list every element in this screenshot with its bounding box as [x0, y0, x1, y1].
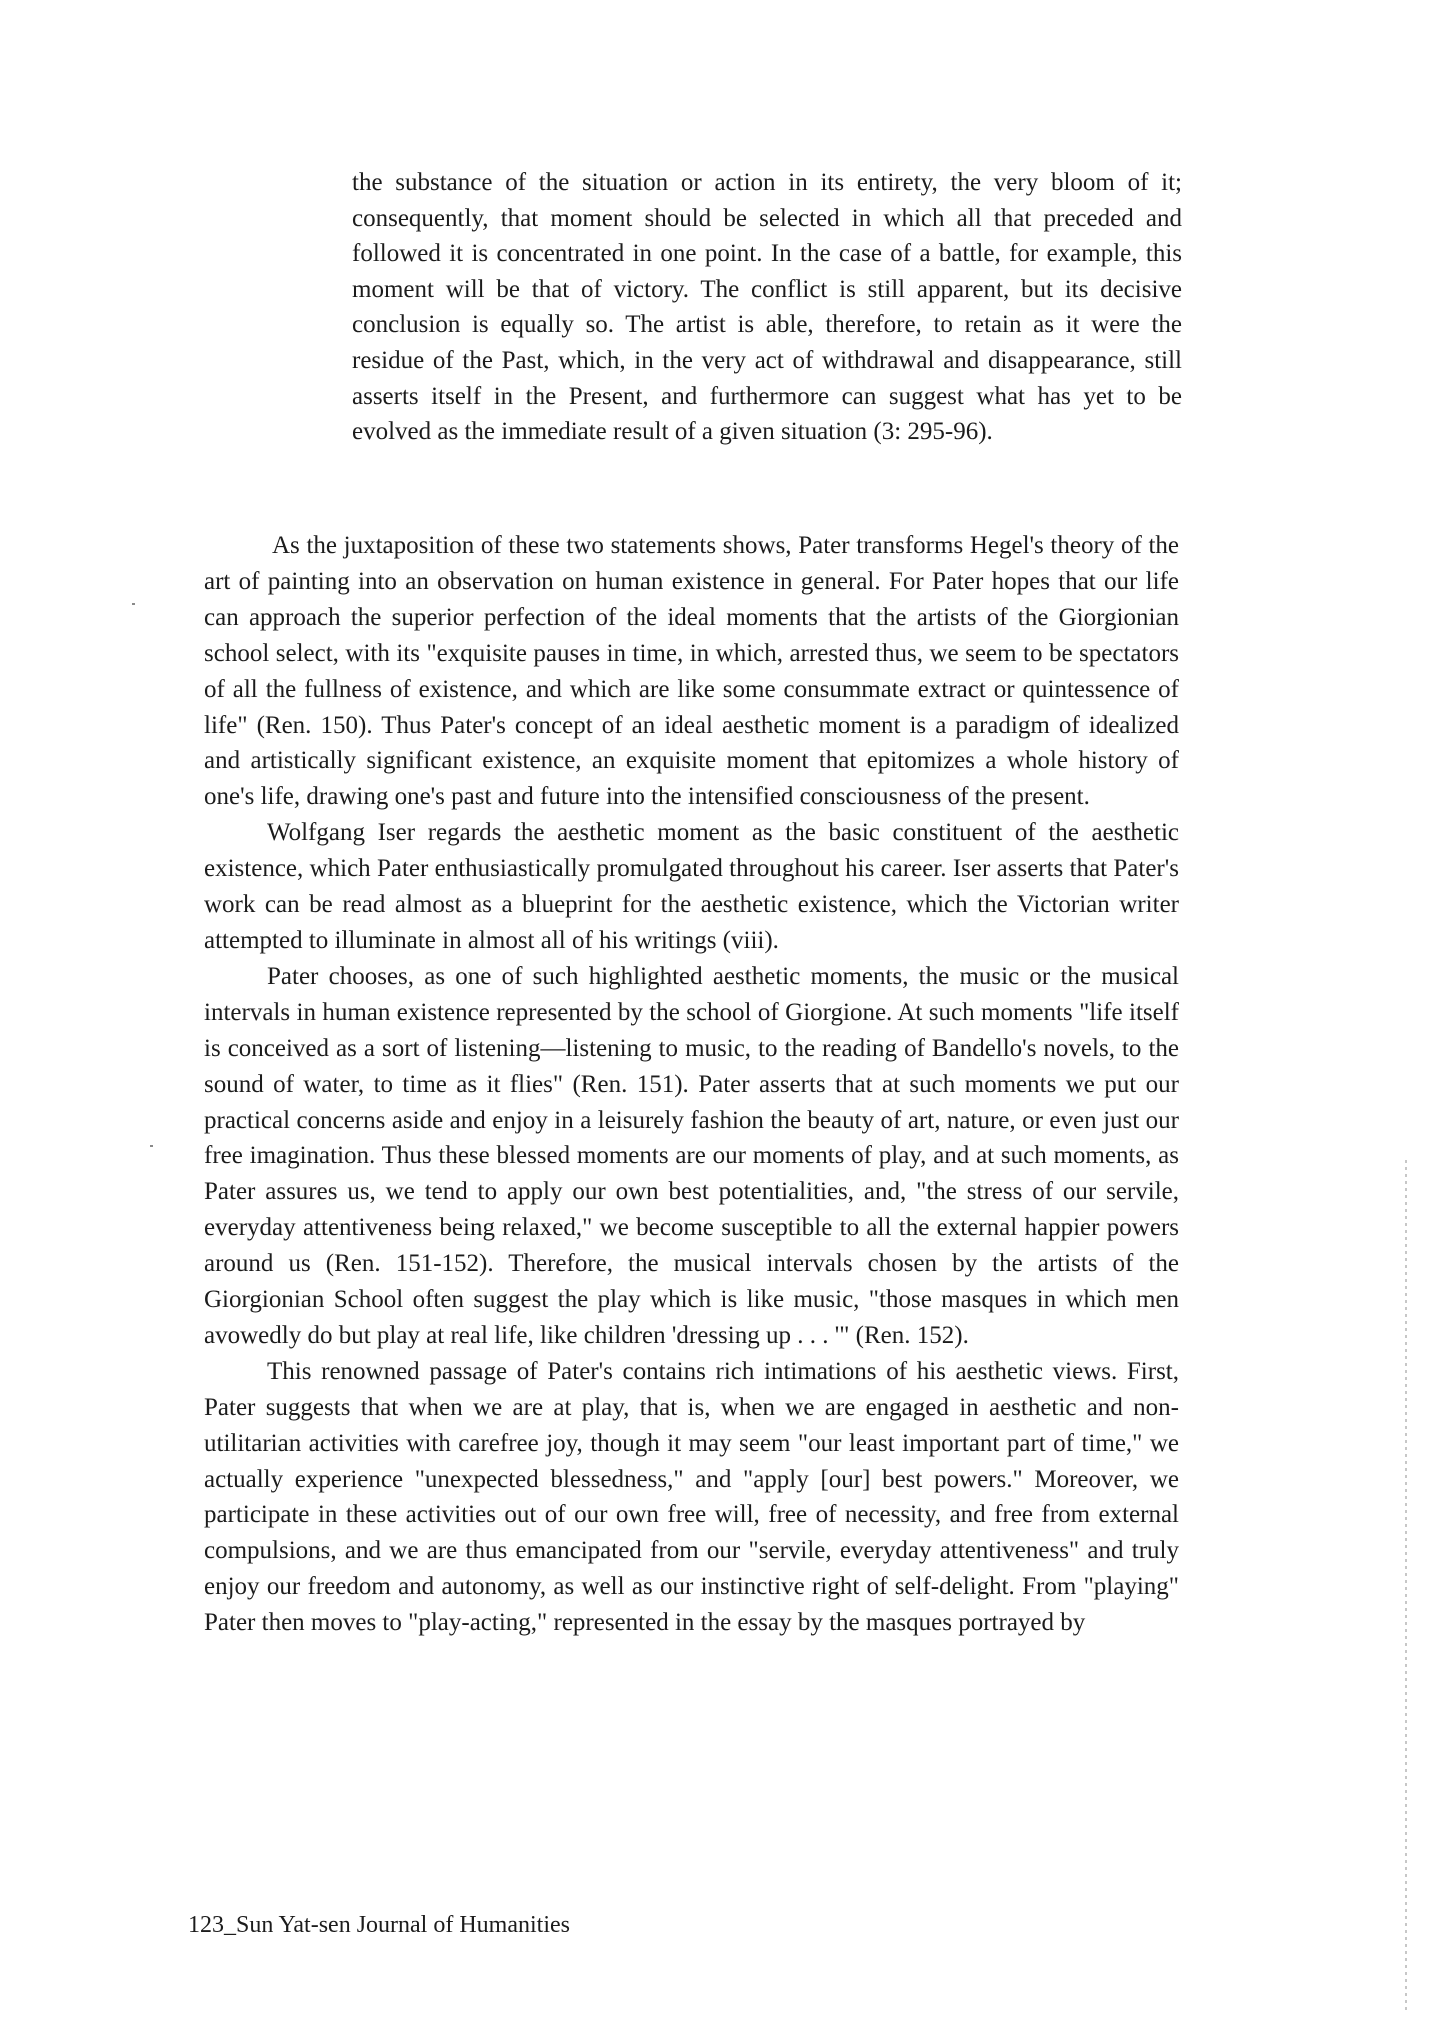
- paragraph-iser: Wolfgang Iser regards the aesthetic moment as the basic constituent of the aesthetic existence, which Pater enthusiastically promulgated throughout his career. Iser asserts that Pater's work can be read almost as a blueprint for the aesthetic existence, which the Victorian writer attempted to illuminate in almost all of his writings (viii).: [204, 819, 1179, 954]
- scan-speck: [150, 1145, 153, 1147]
- paragraph-play: This renowned passage of Pater's contains rich intimations of his aesthetic views. First, Pater suggests that when we are at play, that is, when we are engaged in aesthetic and non-utilitarian activities with carefree joy, though it may seem "our least important part of time," we actually experience "unexpected blessedness," and "apply [our] best powers." Moreover, we participate in these activities out of our own free will, free of necessity, and free from external compulsions, and we are thus emancipated from our "servile, everyday attentiveness" and truly enjoy our freedom and autonomy, as well as our instinctive right of self-delight. From "playing" Pater then moves to "play-acting," represented in the essay by the masques portrayed by: [204, 1357, 1179, 1637]
- block-quotation: the substance of the situation or action in its entirety, the very bloom of it; consequently, that moment should be selected in which all that preceded and followed it is concentrated in one point. In the case of a battle, for example, this moment will be that of victory. The conflict is still apparent, but its decisive conclusion is equally so. The artist is able, therefore, to retain as it were the residue of the Past, which, in the very act of withdrawal and disappearance, still asserts itself in the Present, and furthermore can suggest what has yet to be evolved as the immediate result of a given situation (3: 295-96).: [352, 169, 1182, 446]
- scan-edge-artifact: [1405, 1160, 1407, 2010]
- paragraph-musical-intervals: Pater chooses, as one of such highlighted aesthetic moments, the music or the musical intervals in human existence represented by the school of Giorgione. At such moments "life itself is conceived as a sort of listening—listening to music, to the reading of Bandello's novels, to the sound of water, to time as it flies" (Ren. 151). Pater asserts that at such moments we put our practical concerns aside and enjoy in a leisurely fashion the beauty of art, nature, or even just our free imagination. Thus these blessed moments are our moments of play, and at such moments, as Pater assures us, we tend to apply our own best potentialities, and, "the stress of our servile, everyday attentiveness being relaxed," we become susceptible to all the external happier powers around us (Ren. 151-152). Therefore, the musical intervals chosen by the artists of the Giorgionian School often suggest the play which is like music, "those masques in which men avowedly do but play at real life, like children 'dressing up . . . '" (Ren. 152).: [204, 962, 1179, 1349]
- page-footer: 123_Sun Yat-sen Journal of Humanities: [188, 1912, 570, 1938]
- scan-speck: [132, 603, 135, 605]
- paragraph-juxtaposition: As the juxtaposition of these two statements shows, Pater transforms Hegel's theory of the art of painting into an observation on human existence in general. For Pater hopes that our life can approach the superior perfection of the ideal moments that the artists of the Giorgionian school select, with its "exquisite pauses in time, in which, arrested thus, we seem to be spectators of all the fullness of existence, and which are like some consummate extract or quintessence of life" (Ren. 150). Thus Pater's concept of an ideal aesthetic moment is a paradigm of idealized and artistically significant existence, an exquisite moment that epitomizes a whole history of one's life, drawing one's past and future into the intensified consciousness of the present.: [204, 532, 1179, 811]
- body-text: [204, 528, 1179, 1641]
